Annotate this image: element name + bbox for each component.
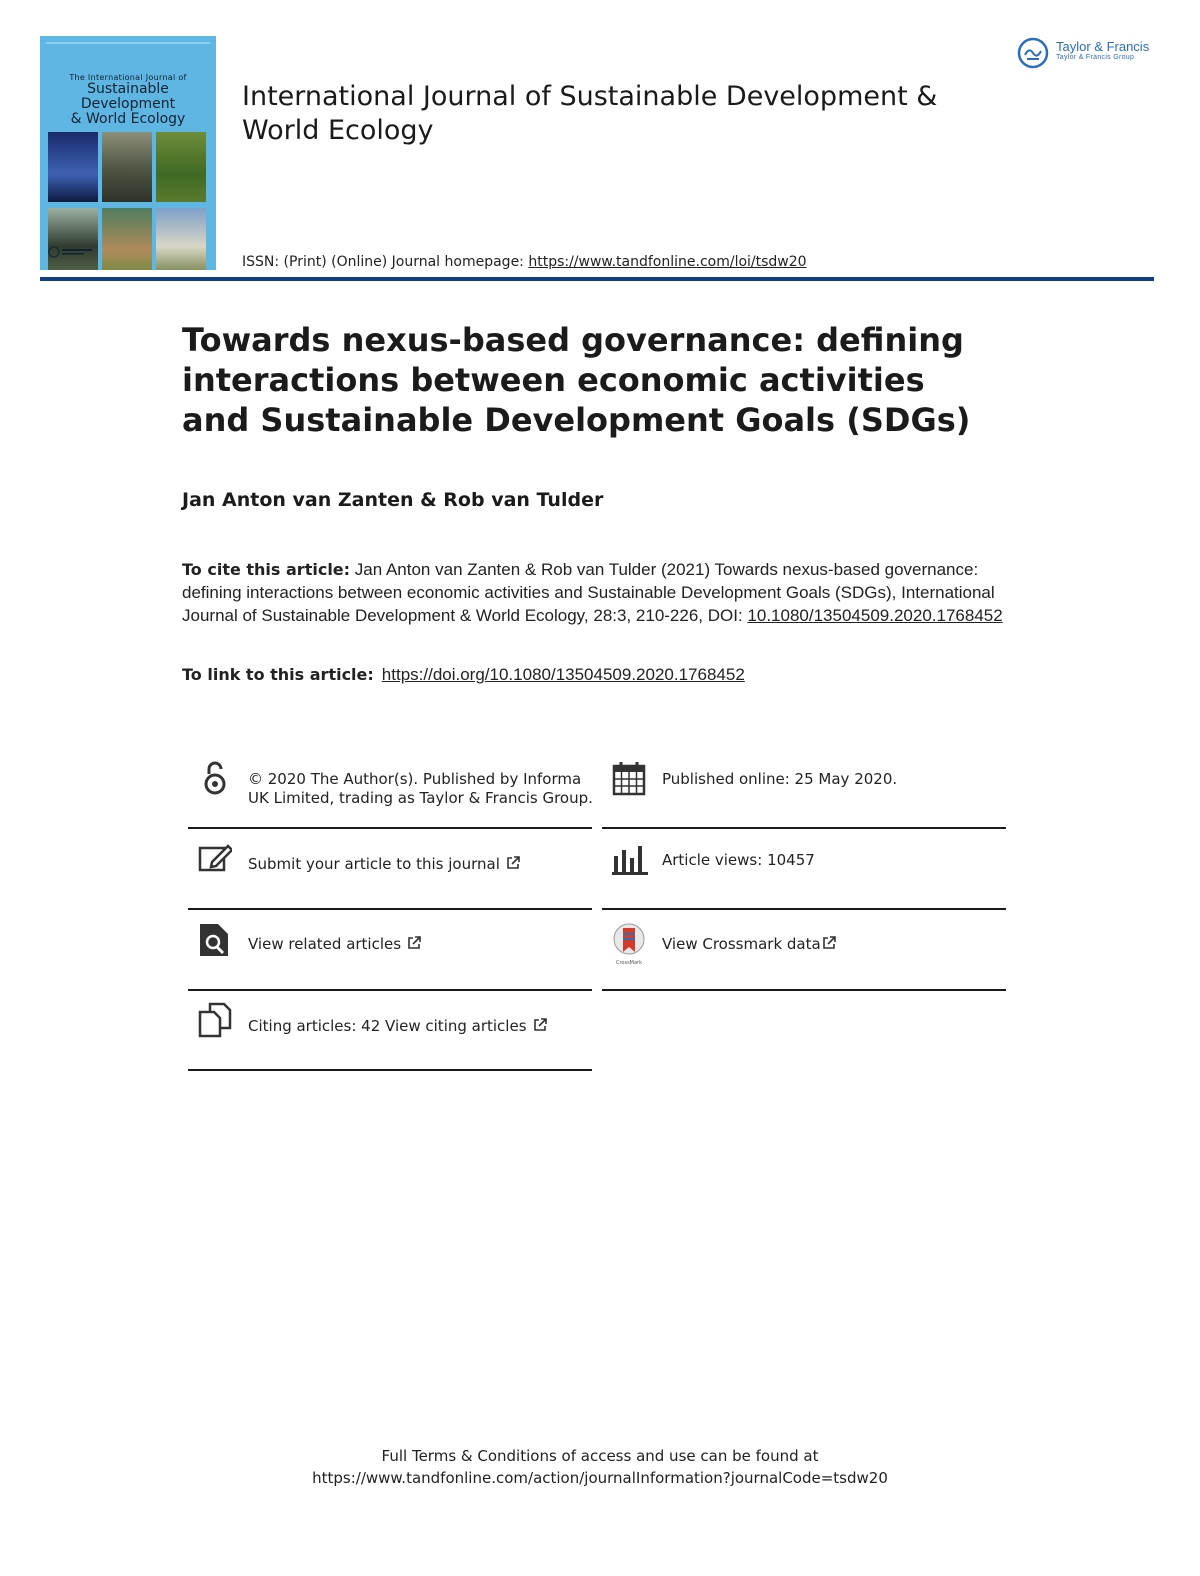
- footer: [0, 1445, 1200, 1489]
- journal-cover: [40, 36, 216, 270]
- crossmark-link[interactable]: [662, 935, 836, 954]
- search-document-icon: [198, 922, 232, 958]
- citing-articles-cell[interactable]: [188, 1002, 592, 1068]
- crossmark-icon: [612, 922, 646, 966]
- divider: [602, 908, 1006, 910]
- external-link-icon: [506, 856, 520, 870]
- divider: [188, 908, 592, 910]
- cover-photo-3: [156, 132, 206, 202]
- external-link-icon: [407, 936, 421, 950]
- cover-title-line2: & World Ecology: [70, 110, 186, 127]
- publisher-logo-icon: [1016, 36, 1050, 70]
- copyright-cell: [188, 760, 592, 826]
- related-articles-link[interactable]: [248, 935, 421, 954]
- documents-icon: [198, 1002, 232, 1038]
- submit-article-label: Submit your article to this journal: [248, 855, 500, 873]
- calendar-icon: [612, 760, 646, 796]
- footer-line1: Full Terms & Conditions of access and use can be found at: [381, 1447, 819, 1465]
- cover-series: The International Journal of: [69, 73, 187, 82]
- cover-title: [40, 74, 216, 126]
- submit-article-link[interactable]: [248, 855, 520, 874]
- citing-articles-label: Citing articles: 42 View citing articles: [248, 1017, 527, 1035]
- cover-photo-6: [156, 208, 206, 270]
- publisher-name: Taylor & Francis: [1056, 39, 1150, 54]
- divider: [188, 827, 592, 829]
- publisher-logo[interactable]: [1016, 36, 1166, 70]
- cover-photo-5: [102, 208, 152, 270]
- citation-block: [182, 558, 1022, 627]
- publisher-tagline: Taylor & Francis Group: [1056, 54, 1135, 61]
- issn-text: ISSN: (Print) (Online) Journal homepage:: [242, 254, 529, 270]
- journal-title: International Journal of Sustainable Development & World Ecology: [242, 81, 938, 146]
- issn-line: [242, 254, 807, 270]
- crossmark-label: View Crossmark data: [662, 935, 821, 953]
- cover-photo-4: [48, 208, 98, 270]
- cover-title-line1: Sustainable Development: [80, 81, 176, 113]
- divider: [602, 989, 1006, 991]
- related-articles-cell[interactable]: [188, 922, 592, 988]
- bar-chart-icon: [612, 840, 650, 876]
- divider: [188, 1069, 592, 1071]
- submit-article-cell[interactable]: [188, 840, 592, 906]
- copyright-text: © 2020 The Author(s). Published by Informa UK Limited, trading as Taylor & Francis Group.: [248, 770, 593, 807]
- cover-publisher-logo: [48, 246, 98, 258]
- footer-terms-link[interactable]: https://www.tandfonline.com/action/journalInformation?journalCode=tsdw20: [312, 1469, 888, 1487]
- article-title: Towards nexus-based governance: defining interactions between economic activities and Sustainable Development Goals (SDGs): [182, 321, 971, 439]
- related-articles-label: View related articles: [248, 935, 402, 953]
- journal-homepage-link[interactable]: https://www.tandfonline.com/loi/tsdw20: [528, 254, 807, 270]
- divider: [602, 827, 1006, 829]
- article-views-text: Article views: 10457: [662, 851, 815, 869]
- article-link-line: [182, 665, 745, 685]
- edit-icon: [198, 840, 232, 876]
- article-doi-url[interactable]: https://doi.org/10.1080/13504509.2020.1768452: [381, 665, 745, 684]
- open-access-icon: [198, 760, 232, 796]
- published-cell: [602, 760, 1006, 826]
- crossmark-icon-label: CrossMark: [615, 960, 643, 966]
- citation-label: To cite this article:: [182, 560, 351, 579]
- divider: [188, 989, 592, 991]
- article-views-cell: [602, 840, 1006, 906]
- external-link-icon: [533, 1018, 547, 1032]
- cover-photo-1: [48, 132, 98, 202]
- article-authors: Jan Anton van Zanten & Rob van Tulder: [182, 489, 604, 511]
- citing-articles-link[interactable]: [248, 1017, 547, 1036]
- header-rule: [40, 277, 1154, 281]
- cover-top-line: [46, 42, 210, 44]
- external-link-icon: [822, 936, 836, 950]
- cover-photo-2: [102, 132, 152, 202]
- citation-text: Jan Anton van Zanten & Rob van Tulder (2021) Towards nexus-based governance: defining interactions between economic activities and Sustainable Development Goals (SDGs), International Journal of Sustainable Development & World Ecology, 28:3, 210-226, DOI:: [182, 560, 995, 625]
- citation-doi-link[interactable]: 10.1080/13504509.2020.1768452: [747, 606, 1003, 625]
- published-text: Published online: 25 May 2020.: [662, 770, 898, 788]
- article-link-label: To link to this article:: [182, 665, 374, 684]
- crossmark-cell[interactable]: [602, 922, 1006, 988]
